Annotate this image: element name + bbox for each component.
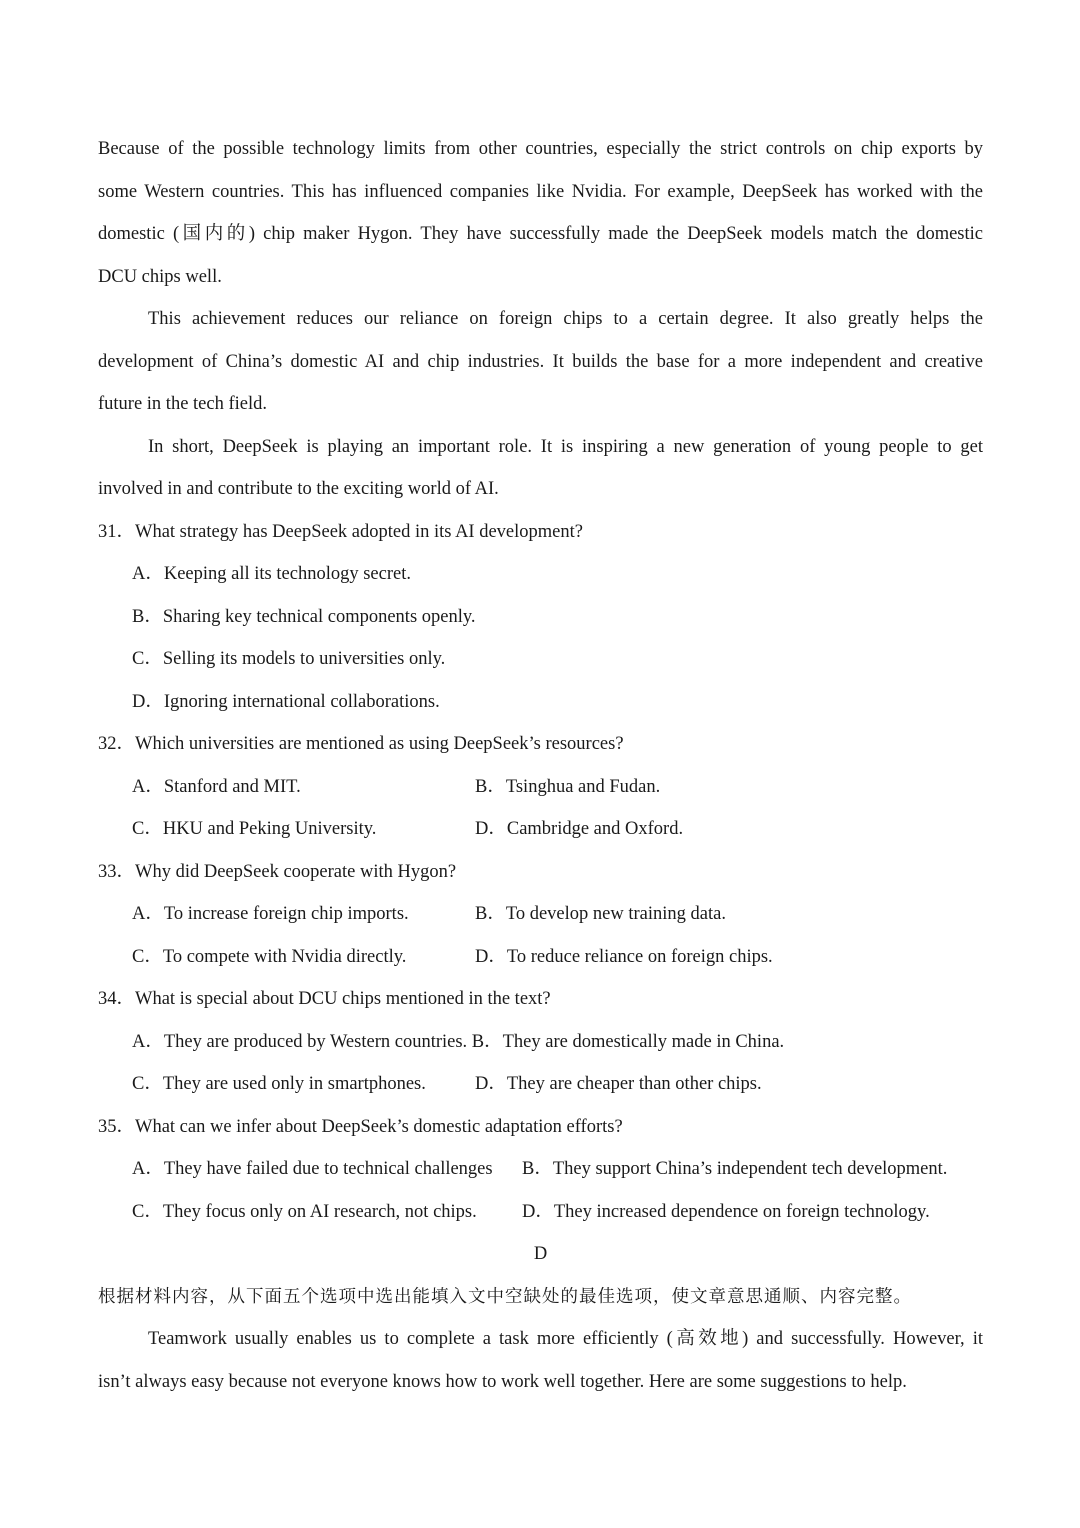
- passage-line: development of China’s domestic AI and chip industries. It builds the base for a more independent and creative: [98, 351, 983, 372]
- section-heading: D: [533, 1244, 548, 1264]
- question-stem: 32．Which universities are mentioned as using DeepSeek’s resources?: [98, 734, 624, 754]
- question-stem: 33．Why did DeepSeek cooperate with Hygon?: [98, 861, 457, 882]
- option-row: [98, 936, 983, 979]
- document-page: [98, 128, 983, 1403]
- question-option: C．To compete with Nvidia directly.: [132, 946, 407, 967]
- passage-line: Teamwork usually enables us to complete a task more efficiently (高效地) and successfully. However, it: [148, 1329, 983, 1349]
- question-option: D．Cambridge and Oxford.: [475, 819, 684, 839]
- option-row: [98, 1063, 983, 1106]
- question-option: D．They increased dependence on foreign technology.: [522, 1201, 930, 1222]
- passage-line: In short, DeepSeek is playing an important role. It is inspiring a new generation of young people to get: [148, 436, 983, 457]
- question-option: C．Selling its models to universities only.: [132, 649, 446, 669]
- question-option: B．To develop new training data.: [475, 904, 726, 924]
- question-option: B．They support China’s independent tech development.: [522, 1159, 948, 1179]
- question-option: C．HKU and Peking University.: [132, 819, 377, 839]
- passage-line: domestic (国内的) chip maker Hygon. They have successfully made the DeepSeek models match the domestic: [98, 224, 983, 244]
- question-stem: 35．What can we infer about DeepSeek’s domestic adaptation efforts?: [98, 1116, 623, 1137]
- passage-line: DCU chips well.: [98, 266, 222, 287]
- passage-line: future in the tech field.: [98, 394, 268, 414]
- question-option: A．To increase foreign chip imports.: [132, 904, 409, 924]
- passage-line: Because of the possible technology limits from other countries, especially the strict controls on chip exports by: [98, 139, 983, 159]
- question-stem: 31．What strategy has DeepSeek adopted in its AI development?: [98, 521, 583, 542]
- option-row: [98, 808, 983, 851]
- question-option: D．To reduce reliance on foreign chips.: [475, 946, 773, 967]
- passage-line: involved in and contribute to the exciting world of AI.: [98, 479, 499, 499]
- option-row: [98, 1191, 983, 1234]
- option-row: [98, 1148, 983, 1191]
- option-row: [98, 766, 983, 809]
- option-row: [98, 893, 983, 936]
- question-option: D．They are cheaper than other chips.: [475, 1074, 762, 1094]
- question-option: A．They are produced by Western countries. B．They are domestically made in China.: [132, 1031, 785, 1052]
- question-option: A．Stanford and MIT.: [132, 776, 301, 797]
- passage-line: isn’t always easy because not everyone knows how to work well together. Here are some suggestions to help.: [98, 1371, 907, 1392]
- passage-line: some Western countries. This has influenced companies like Nvidia. For example, DeepSeek has worked with the: [98, 181, 983, 202]
- passage-line: This achievement reduces our reliance on foreign chips to a certain degree. It also greatly helps the: [148, 309, 983, 329]
- question-option: A．They have failed due to technical challenges: [132, 1159, 493, 1179]
- question-option: B．Sharing key technical components openly.: [132, 606, 476, 627]
- question-option: D．Ignoring international collaborations.: [132, 691, 440, 712]
- section-instruction: 根据材料内容，从下面五个选项中选出能填入文中空缺处的最佳选项，使文章意思通顺、内容完整。: [98, 1286, 912, 1307]
- question-option: A．Keeping all its technology secret.: [132, 564, 411, 584]
- question-option: C．They are used only in smartphones.: [132, 1074, 426, 1094]
- question-option: C．They focus only on AI research, not chips.: [132, 1201, 477, 1222]
- question-stem: 34．What is special about DCU chips mentioned in the text?: [98, 989, 551, 1009]
- question-option: B．Tsinghua and Fudan.: [475, 776, 661, 797]
